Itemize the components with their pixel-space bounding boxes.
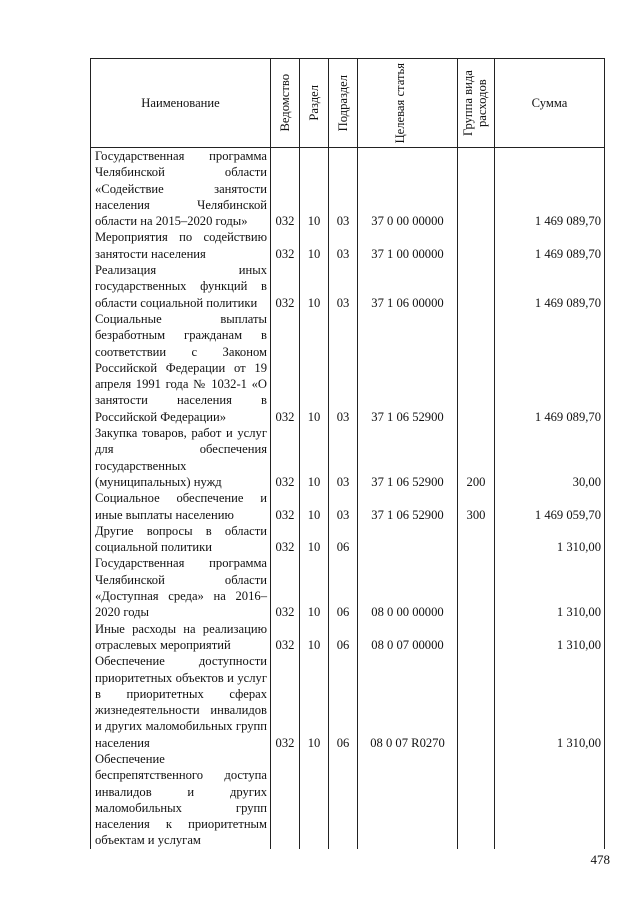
header-tselevaya-statya — [358, 59, 458, 148]
row-vedomstvo: 032 — [271, 148, 300, 230]
row-razdel: 10 — [300, 490, 329, 523]
row-statya — [358, 751, 458, 849]
row-summa: 1 310,00 — [495, 653, 605, 751]
row-statya: 37 0 00 00000 — [358, 148, 458, 230]
row-summa: 1 469 089,70 — [495, 148, 605, 230]
row-podrazdel: 06 — [329, 653, 358, 751]
row-razdel: 10 — [300, 148, 329, 230]
header-razdel — [300, 59, 329, 148]
row-gruppa — [458, 148, 495, 230]
row-summa: 30,00 — [495, 425, 605, 490]
row-vedomstvo: 032 — [271, 621, 300, 654]
header-podrazdel-label: Подраздел — [336, 74, 350, 132]
row-razdel: 10 — [300, 621, 329, 654]
row-gruppa — [458, 229, 495, 262]
row-name: Государственная программа Челябинской области «Доступная среда» на 2016–2020 годы — [91, 555, 271, 620]
row-name: Мероприятия по содействию занятости населения — [91, 229, 271, 262]
header-razdel-label: Раздел — [307, 85, 321, 121]
row-podrazdel: 03 — [329, 148, 358, 230]
row-name: Социальные выплаты безработным гражданам в соответствии с Законом Российской Федерации от 19 апреля 1991 года № 1032-1 «О занятости населения в Российской Федерации» — [91, 311, 271, 425]
row-statya: 37 1 06 52900 — [358, 490, 458, 523]
page-number: 478 — [590, 852, 610, 867]
header-podrazdel — [329, 59, 358, 148]
row-summa — [495, 751, 605, 849]
row-vedomstvo: 032 — [271, 425, 300, 490]
row-statya: 08 0 07 R0270 — [358, 653, 458, 751]
row-razdel: 10 — [300, 229, 329, 262]
row-name: Реализация иных государственных функций в области социальной политики — [91, 262, 271, 311]
table-row — [91, 490, 605, 523]
table-row — [91, 751, 605, 849]
row-vedomstvo: 032 — [271, 653, 300, 751]
table-row — [91, 148, 605, 230]
row-statya: 37 1 06 00000 — [358, 262, 458, 311]
header-tselevaya-label: Целевая статья — [392, 62, 407, 144]
table-row — [91, 425, 605, 490]
row-name: Иные расходы на реализацию отраслевых мероприятий — [91, 621, 271, 654]
row-gruppa — [458, 751, 495, 849]
row-name: Государственная программа Челябинской области «Содействие занятости населения Челябинской области на 2015–2020 годы» — [91, 148, 271, 230]
row-summa: 1 310,00 — [495, 523, 605, 556]
row-vedomstvo: 032 — [271, 311, 300, 425]
row-statya: 08 0 00 00000 — [358, 555, 458, 620]
row-razdel: 10 — [300, 653, 329, 751]
row-podrazdel: 03 — [329, 229, 358, 262]
row-razdel: 10 — [300, 425, 329, 490]
row-gruppa — [458, 311, 495, 425]
header-gruppa-label: Группа вида расходов — [461, 70, 489, 136]
row-gruppa — [458, 555, 495, 620]
row-razdel: 10 — [300, 262, 329, 311]
header-gruppa — [458, 59, 495, 148]
row-vedomstvo: 032 — [271, 523, 300, 556]
row-razdel: 10 — [300, 311, 329, 425]
row-podrazdel: 03 — [329, 311, 358, 425]
row-summa: 1 469 089,70 — [495, 262, 605, 311]
table-row — [91, 621, 605, 654]
row-podrazdel: 03 — [329, 490, 358, 523]
row-vedomstvo: 032 — [271, 229, 300, 262]
row-statya: 37 1 00 00000 — [358, 229, 458, 262]
row-statya: 37 1 06 52900 — [358, 425, 458, 490]
row-gruppa — [458, 653, 495, 751]
row-summa: 1 469 089,70 — [495, 311, 605, 425]
row-summa: 1 469 059,70 — [495, 490, 605, 523]
row-razdel: 10 — [300, 555, 329, 620]
row-podrazdel: 06 — [329, 555, 358, 620]
header-name: Наименование — [91, 59, 271, 148]
row-vedomstvo: 032 — [271, 555, 300, 620]
table-row — [91, 229, 605, 262]
header-vedomstvo-label: Ведомство — [278, 74, 292, 132]
row-podrazdel — [329, 751, 358, 849]
table-row — [91, 653, 605, 751]
row-name: Обеспечение доступности приоритетных объектов и услуг в приоритетных сферах жизнедеятельности инвалидов и других маломобильных групп населения — [91, 653, 271, 751]
row-name: Обеспечение беспрепятственного доступа инвалидов и других маломобильных групп населения к приоритетным объектам и услугам — [91, 751, 271, 849]
row-vedomstvo — [271, 751, 300, 849]
budget-table — [90, 58, 605, 849]
row-name: Закупка товаров, работ и услуг для обеспечения государственных (муниципальных) нужд — [91, 425, 271, 490]
row-name: Другие вопросы в области социальной политики — [91, 523, 271, 556]
row-statya — [358, 523, 458, 556]
row-gruppa — [458, 523, 495, 556]
row-statya: 08 0 07 00000 — [358, 621, 458, 654]
row-podrazdel: 06 — [329, 621, 358, 654]
table-row — [91, 311, 605, 425]
header-row — [91, 59, 605, 148]
row-razdel — [300, 751, 329, 849]
row-summa: 1 310,00 — [495, 621, 605, 654]
row-gruppa: 200 — [458, 425, 495, 490]
row-vedomstvo: 032 — [271, 262, 300, 311]
header-vedomstvo — [271, 59, 300, 148]
row-podrazdel: 06 — [329, 523, 358, 556]
row-razdel: 10 — [300, 523, 329, 556]
row-gruppa — [458, 262, 495, 311]
row-summa: 1 469 089,70 — [495, 229, 605, 262]
table-row — [91, 555, 605, 620]
row-name: Социальное обеспечение и иные выплаты населению — [91, 490, 271, 523]
table-row — [91, 523, 605, 556]
row-summa: 1 310,00 — [495, 555, 605, 620]
row-podrazdel: 03 — [329, 262, 358, 311]
header-summa: Сумма — [495, 59, 605, 148]
table-row — [91, 262, 605, 311]
row-podrazdel: 03 — [329, 425, 358, 490]
row-statya: 37 1 06 52900 — [358, 311, 458, 425]
row-gruppa — [458, 621, 495, 654]
row-vedomstvo: 032 — [271, 490, 300, 523]
row-gruppa: 300 — [458, 490, 495, 523]
